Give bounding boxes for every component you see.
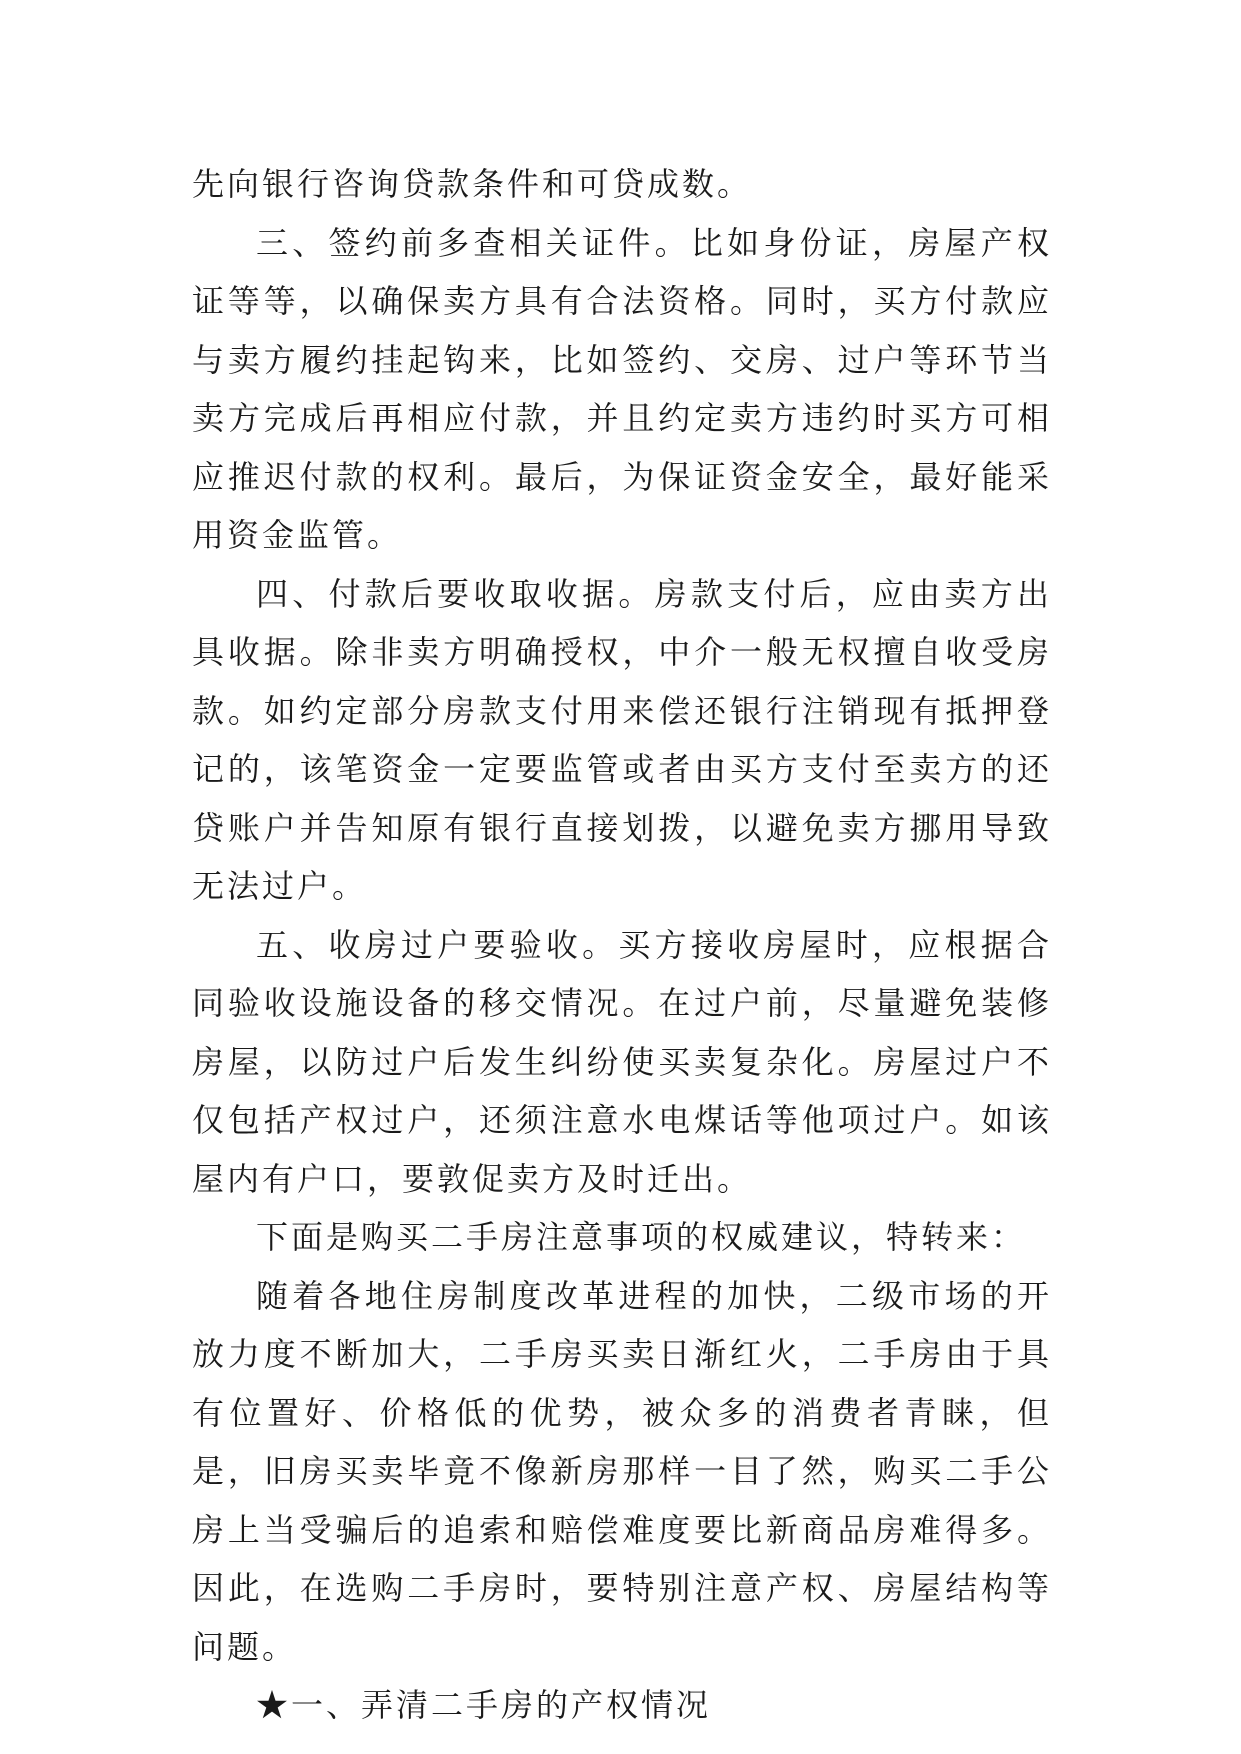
paragraph-section-four: 四、付款后要收取收据。房款支付后，应由卖方出具收据。除非卖方明确授权，中介一般无权擅自收受房款。如约定部分房款支付用来偿还银行注销现有抵押登记的，该笔资金一定要监管或者由买方支付至卖方的还贷账户并告知原有银行直接划拨，以避免卖方挪用导致无法过户。 <box>192 574 1052 905</box>
paragraph-section-three: 三、签约前多查相关证件。比如身份证，房屋产权证等等，以确保卖方具有合法资格。同时，买方付款应与卖方履约挂起钩来，比如签约、交房、过户等环节当卖方完成后再相应付款，并且约定卖方违约时买方可相应推迟付款的权利。最后，为保证资金安全，最好能采用资金监管。 <box>192 223 1052 554</box>
document-body <box>192 155 1052 1735</box>
section-heading-property-rights: ★一、弄清二手房的产权情况 <box>256 1686 712 1724</box>
paragraph-market-background: 随着各地住房制度改革进程的加快，二级市场的开放力度不断加大，二手房买卖日渐红火，二手房由于具有位置好、价格低的优势，被众多的消费者青睐，但是，旧房买卖毕竟不像新房那样一目了然，购买二手公房上当受骗后的追索和赔偿难度要比新商品房难得多。因此，在选购二手房时，要特别注意产权、房屋结构等问题。 <box>192 1276 1052 1666</box>
paragraph-section-five: 五、收房过户要验收。买方接收房屋时，应根据合同验收设施设备的移交情况。在过户前，尽量避免装修房屋，以防过户后发生纠纷使买卖复杂化。房屋过户不仅包括产权过户，还须注意水电煤话等他项过户。如该屋内有户口，要敦促卖方及时迁出。 <box>192 925 1052 1198</box>
paragraph-intro-advice: 下面是购买二手房注意事项的权威建议，特转来： <box>256 1218 1027 1256</box>
paragraph-loan-consult: 先向银行咨询贷款条件和可贷成数。 <box>192 165 753 203</box>
